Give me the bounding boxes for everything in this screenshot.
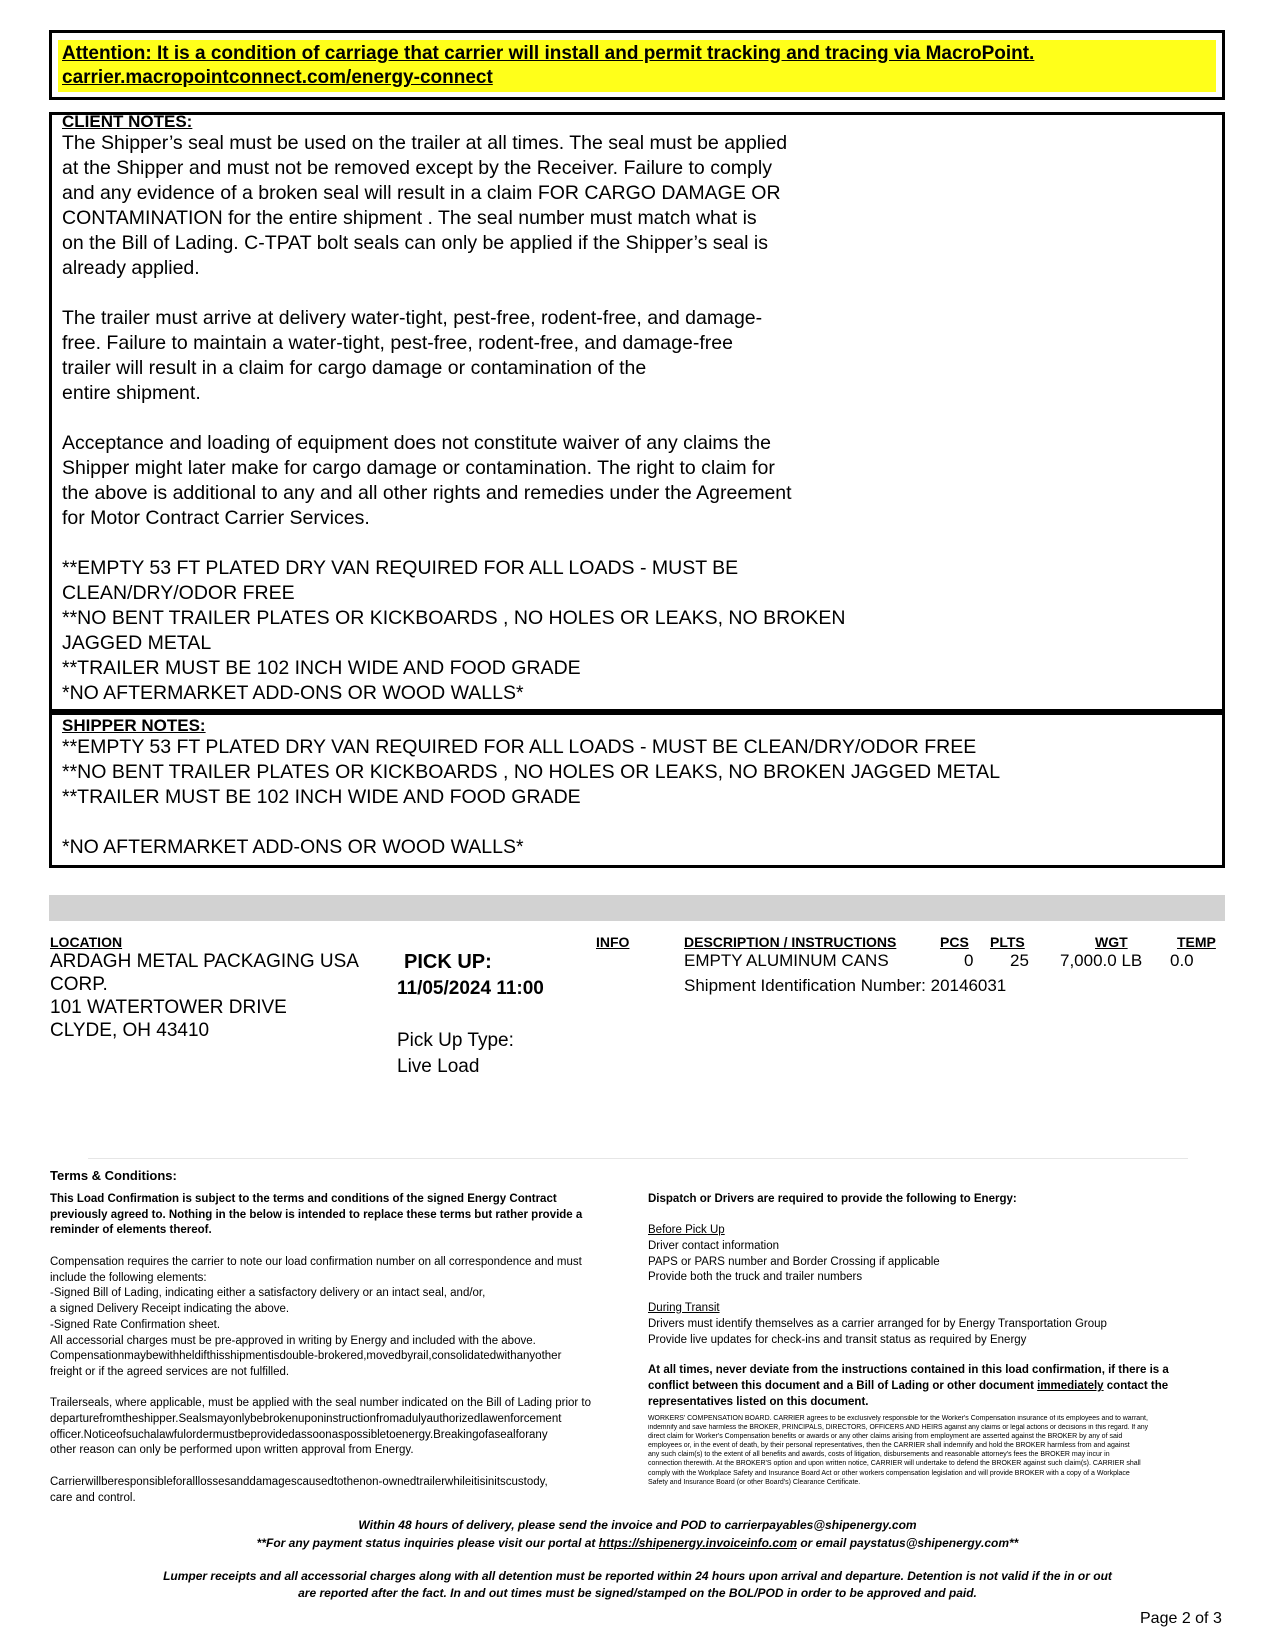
before-pickup-title: Before Pick Up xyxy=(648,1224,725,1236)
client-note-line: free. Failure to maintain a water-tight, pest-free, rodent-free, and damage-free xyxy=(62,332,733,354)
terms-body-line: freight or if the agreed services are not fulfilled. xyxy=(50,1365,290,1378)
payment-status-line xyxy=(0,1536,1275,1550)
terms-body-line: All accessorial charges must be pre-approved in writing by Energy and included with the above. xyxy=(50,1334,536,1347)
temp-value: 0.0 xyxy=(1170,951,1194,970)
terms-body-line xyxy=(50,1459,591,1475)
header-wgt: WGT xyxy=(1095,934,1128,950)
terms-body-line: officer.Noticeofsuchalawfulordermustbeprovidedassoonaspossibletoenergy.Breakingofasealforany xyxy=(50,1428,548,1441)
terms-body-line: Compensationmaybewithheldifthisshipmentisdouble-brokered,movedbyrail,consolidatedwithanyother xyxy=(50,1350,562,1363)
deviation-warning-line-2 xyxy=(648,1379,1168,1395)
shipper-note-line: **EMPTY 53 FT PLATED DRY VAN REQUIRED FOR ALL LOADS - MUST BE CLEAN/DRY/ODOR FREE xyxy=(62,736,977,758)
workers-comp-line: employees or, in the event of death, by their personal representatives, then the CARRIER shall indemnify and hold the BROKER harmless from and against xyxy=(648,1442,1130,1450)
workers-comp-line: indemnify and save harmless the BROKER, PRINCIPALS, DIRECTORS, OFFICERS AND HEIRS against any claims or legal actions or decisions in this regard. If any xyxy=(648,1424,1149,1432)
client-notes-heading: CLIENT NOTES: xyxy=(62,112,193,131)
shipper-note-line: **TRAILER MUST BE 102 INCH WIDE AND FOOD GRADE xyxy=(62,786,581,808)
terms-body xyxy=(50,1255,591,1506)
terms-body-line: a signed Delivery Receipt indicating the above. xyxy=(50,1303,290,1316)
client-note-line: for Motor Contract Carrier Services. xyxy=(62,507,370,529)
terms-intro-line: reminder of elements thereof. xyxy=(50,1224,212,1237)
deviation-warning-line-3: representatives listed on this document. xyxy=(648,1396,869,1408)
header-temp: TEMP xyxy=(1177,934,1216,950)
shipper-notes-body xyxy=(62,735,1000,860)
client-note-line xyxy=(62,281,845,306)
location-line-2: CORP. xyxy=(50,974,108,995)
lumper-line-1: Lumper receipts and all accessorial charges along with all detention must be reported within 24 hours upon arrival and departure. Detention is not valid if the in or out xyxy=(163,1569,1112,1583)
workers-comp-line: any such claim(s) to the extent of all benefits and awards, costs of litigation, disbursements and reasonable attorney's fees the BROKER may incur in xyxy=(648,1451,1110,1459)
terms-body-line: care and control. xyxy=(50,1491,136,1504)
client-note-line: JAGGED METAL xyxy=(62,632,212,654)
client-note-line: The Shipper’s seal must be used on the trailer at all times. The seal must be applied xyxy=(62,132,788,154)
client-note-line: The trailer must arrive at delivery water-tight, pest-free, rodent-free, and damage- xyxy=(62,307,763,329)
shipment-id: Shipment Identification Number: 20146031 xyxy=(684,976,1007,995)
header-location: LOCATION xyxy=(50,934,123,950)
workers-comp-line: comply with the Workplace Safety and Insurance Board Act or other workers compensation legislation and will provide BROKER with a copy of a Workplace xyxy=(648,1469,1130,1477)
before-pickup-item: Driver contact information xyxy=(648,1240,780,1252)
before-pickup-list xyxy=(648,1239,940,1286)
terms-body-line xyxy=(50,1381,591,1397)
location-line-3: 101 WATERTOWER DRIVE xyxy=(50,997,287,1018)
shipper-note-line: *NO AFTERMARKET ADD-ONS OR WOOD WALLS* xyxy=(62,836,524,858)
client-note-line xyxy=(62,531,845,556)
client-note-line: CONTAMINATION for the entire shipment . The seal number must match what is xyxy=(62,207,757,229)
client-note-line xyxy=(62,406,845,431)
workers-comp-line: connection therewith. At the BROKER'S option and upon written notice, CARRIER will undertake to defend the BROKER against such claim(s). CARRIER shall xyxy=(648,1460,1141,1468)
pickup-type-value: Live Load xyxy=(397,1056,480,1077)
before-pickup-item: PAPS or PARS number and Border Crossing if applicable xyxy=(648,1255,940,1268)
terms-body-line: -Signed Bill of Lading, indicating either a satisfactory delivery or an intact seal, and/or, xyxy=(50,1287,486,1300)
client-note-line: *NO AFTERMARKET ADD-ONS OR WOOD WALLS* xyxy=(62,682,524,704)
terms-intro xyxy=(50,1192,582,1239)
client-note-line: Shipper might later make for cargo damage or contamination. The right to claim for xyxy=(62,457,775,479)
page-number: Page 2 of 3 xyxy=(1140,1610,1222,1627)
pickup-label: PICK UP: xyxy=(404,951,492,973)
deviation-warning-tail: contact the xyxy=(1103,1380,1169,1392)
during-transit-title: During Transit xyxy=(648,1302,720,1314)
shipper-notes-box xyxy=(49,712,1225,868)
terms-body-line: Trailerseals, where applicable, must be applied with the seal number indicated on the Bill of Lading prior to xyxy=(50,1397,592,1410)
attention-line-1: Attention: It is a condition of carriage that carrier will install and permit tracking and tracing via MacroPoint. xyxy=(62,43,1035,64)
dispatch-heading: Dispatch or Drivers are required to provide the following to Energy: xyxy=(648,1193,1017,1205)
during-transit-item: Drivers must identify themselves as a carrier arranged for by Energy Transportation Group xyxy=(648,1318,1107,1330)
immediately-emphasis: immediately xyxy=(1037,1380,1104,1392)
workers-comp-line: direct claim for Worker's Compensation benefits or awards or any other claims arising from employment are asserted against the BROKER by any of said xyxy=(648,1433,1123,1441)
terms-heading: Terms & Conditions: xyxy=(50,1168,177,1183)
terms-body-line: departurefromtheshipper.Sealsmayonlybebrokenuponinstructionfromadulyauthorizedlawenforcement xyxy=(50,1413,562,1426)
terms-body-line: Compensation requires the carrier to note our load confirmation number on all correspondence and must xyxy=(50,1256,582,1268)
payment-portal-link[interactable]: https://shipenergy.invoiceinfo.com xyxy=(598,1536,797,1550)
payment-portal-prefix: **For any payment status inquiries please visit our portal at xyxy=(256,1536,599,1550)
terms-intro-line: previously agreed to. Nothing in the below is intended to replace these terms but rather provide a xyxy=(50,1208,583,1221)
deviation-warning-text: conflict between this document and a Bill of Lading or other document xyxy=(648,1380,1038,1392)
payment-portal-suffix: or email paystatus@shipenergy.com** xyxy=(797,1536,1019,1550)
pieces-value: 0 xyxy=(964,951,974,970)
client-note-line: at the Shipper and must not be removed except by the Receiver. Failure to comply xyxy=(62,157,772,179)
terms-body-line: Carrierwillberesponsibleforalllossesanddamagescausedtothenon-ownedtrailerwhileitisinitscustody, xyxy=(50,1475,548,1488)
before-pickup-item: Provide both the truck and trailer numbers xyxy=(648,1271,863,1284)
header-description: DESCRIPTION / INSTRUCTIONS xyxy=(684,934,897,950)
client-note-line: **NO BENT TRAILER PLATES OR KICKBOARDS , NO HOLES OR LEAKS, NO BROKEN xyxy=(62,607,846,629)
shipper-note-line xyxy=(62,810,1000,835)
client-note-line: trailer will result in a claim for cargo damage or contamination of the xyxy=(62,357,647,379)
weight-value: 7,000.0 LB xyxy=(1060,951,1143,970)
attention-line-2[interactable]: carrier.macropointconnect.com/energy-connect xyxy=(62,67,493,88)
pallets-value: 25 xyxy=(1010,951,1029,970)
invoice-instructions: Within 48 hours of delivery, please send the invoice and POD to carrierpayables@shipenergy.com xyxy=(358,1518,917,1532)
client-note-line: **TRAILER MUST BE 102 INCH WIDE AND FOOD GRADE xyxy=(62,657,581,679)
pickup-datetime: 11/05/2024 11:00 xyxy=(397,978,544,999)
client-note-line: Acceptance and loading of equipment does not constitute waiver of any claims the xyxy=(62,432,771,454)
client-note-line: already applied. xyxy=(62,257,200,279)
client-note-line: **EMPTY 53 FT PLATED DRY VAN REQUIRED FOR ALL LOADS - MUST BE xyxy=(62,557,739,579)
workers-comp-line: Safety and Insurance Board (or other Board's) Clearance Certificate. xyxy=(648,1478,861,1486)
section-rule xyxy=(88,1158,1188,1159)
header-pcs: PCS xyxy=(940,934,969,950)
client-note-line: the above is additional to any and all other rights and remedies under the Agreement xyxy=(62,482,792,504)
header-info: INFO xyxy=(596,934,630,950)
location-line-4: CLYDE, OH 43410 xyxy=(50,1020,210,1041)
workers-comp-line: WORKERS' COMPENSATION BOARD. CARRIER agrees to be exclusively responsible for the Worker's Compensation insurance of its employees and to warrant, xyxy=(648,1415,1148,1422)
commodity-description: EMPTY ALUMINUM CANS xyxy=(684,951,889,970)
terms-body-line: other reason can only be performed upon written approval from Energy. xyxy=(50,1444,414,1457)
client-notes-body xyxy=(62,131,845,706)
during-transit-list xyxy=(648,1317,1107,1348)
section-divider-bar xyxy=(49,895,1225,921)
shipper-note-line: **NO BENT TRAILER PLATES OR KICKBOARDS , NO HOLES OR LEAKS, NO BROKEN JAGGED METAL xyxy=(62,761,1001,783)
shipper-notes-heading: SHIPPER NOTES: xyxy=(62,716,206,735)
terms-body-line: -Signed Rate Confirmation sheet. xyxy=(50,1318,221,1331)
lumper-line-2: are reported after the fact. In and out times must be signed/stamped on the BOL/POD in order to be approved and paid. xyxy=(298,1586,977,1600)
during-transit-item: Provide live updates for check-ins and transit status as required by Energy xyxy=(648,1333,1027,1346)
terms-body-line: include the following elements: xyxy=(50,1271,207,1284)
terms-intro-line: This Load Confirmation is subject to the terms and conditions of the signed Energy Contract xyxy=(50,1193,557,1205)
client-note-line: and any evidence of a broken seal will result in a claim FOR CARGO DAMAGE OR xyxy=(62,182,781,204)
workers-comp-clause xyxy=(648,1414,1162,1487)
deviation-warning-line-1: At all times, never deviate from the instructions contained in this load confirmation, if there is a xyxy=(648,1364,1169,1376)
client-note-line: on the Bill of Lading. C-TPAT bolt seals can only be applied if the Shipper’s seal is xyxy=(62,232,769,254)
client-note-line: entire shipment. xyxy=(62,382,201,404)
client-note-line: CLEAN/DRY/ODOR FREE xyxy=(62,582,295,604)
pickup-type-label: Pick Up Type: xyxy=(397,1030,514,1051)
header-plts: PLTS xyxy=(990,934,1025,950)
location-line-1: ARDAGH METAL PACKAGING USA xyxy=(50,951,359,972)
